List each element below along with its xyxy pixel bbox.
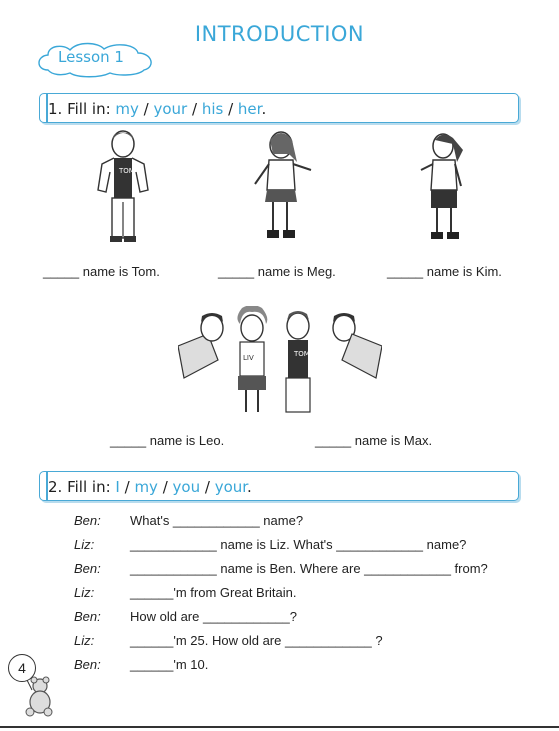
speaker: Liz:: [74, 633, 95, 648]
caption-kim: _____ name is Kim.: [387, 264, 502, 279]
dialogue-line: ______'m 25. How old are ____________ ?: [130, 633, 383, 648]
caption-leo: _____ name is Leo.: [110, 433, 225, 448]
word-her: her: [237, 100, 262, 118]
dialogue-line: ____________ name is Ben. Where are ____________ from?: [130, 561, 488, 576]
exercise-2-instruction: [48, 478, 252, 496]
period: .: [261, 100, 267, 118]
instruction-prefix: Fill in:: [67, 100, 116, 118]
exercise-1-header: [39, 93, 519, 123]
word-my: my: [115, 100, 139, 118]
dialogue-row: [0, 657, 559, 677]
dialogue-row: [0, 609, 559, 629]
word-you: you: [172, 478, 201, 496]
word-his: his: [201, 100, 224, 118]
dialogue-line: What's ____________ name?: [130, 513, 304, 528]
bottom-rule: [0, 726, 559, 728]
speaker: Ben:: [74, 657, 101, 672]
dialogue-row: [0, 561, 559, 581]
caption-meg: _____ name is Meg.: [218, 264, 336, 279]
dialogue-row: [0, 585, 559, 605]
speaker: Ben:: [74, 609, 101, 624]
caption-max: _____ name is Max.: [315, 433, 433, 448]
group-of-children-illustration: [178, 306, 382, 420]
word-i: I: [115, 478, 120, 496]
shirt-label: TOM: [119, 167, 135, 175]
speaker: Liz:: [74, 537, 95, 552]
dialogue-line: How old are ____________?: [130, 609, 297, 624]
word-my: my: [134, 478, 158, 496]
page-title: INTRODUCTION: [194, 22, 365, 46]
dialogue-line: ______'m 10.: [130, 657, 209, 672]
separator: /: [200, 478, 215, 496]
separator: /: [187, 100, 202, 118]
separator: /: [119, 478, 135, 496]
separator: /: [223, 100, 238, 118]
dialogue-line: ____________ name is Liz. What's ____________ name?: [130, 537, 467, 552]
dialogue-line: ______'m from Great Britain.: [130, 585, 297, 600]
instruction-prefix: Fill in:: [67, 478, 116, 496]
separator: /: [138, 100, 154, 118]
shirt-label: TOM: [294, 350, 310, 358]
exercise-2-header: [39, 471, 519, 501]
period: .: [247, 478, 252, 496]
speaker: Liz:: [74, 585, 95, 600]
page-number-balloon: 4: [8, 654, 36, 682]
word-your: your: [153, 100, 188, 118]
dialogue-row: [0, 513, 559, 533]
separator: /: [157, 478, 173, 496]
shirt-label: LIV: [243, 354, 254, 362]
boy-tom-illustration: [92, 128, 154, 244]
speaker: Ben:: [74, 561, 101, 576]
caption-tom: _____ name is Tom.: [43, 264, 160, 279]
word-your: your: [214, 478, 248, 496]
girl-kim-illustration: [413, 128, 473, 244]
lesson-label: Lesson 1: [58, 48, 124, 66]
speaker: Ben:: [74, 513, 101, 528]
dialogue-row: [0, 633, 559, 653]
exercise-1-instruction: [48, 100, 266, 118]
girl-meg-illustration: [245, 128, 315, 244]
dialogue-row: [0, 537, 559, 557]
exercise-number: 1.: [48, 100, 63, 118]
exercise-number: 2.: [48, 478, 63, 496]
